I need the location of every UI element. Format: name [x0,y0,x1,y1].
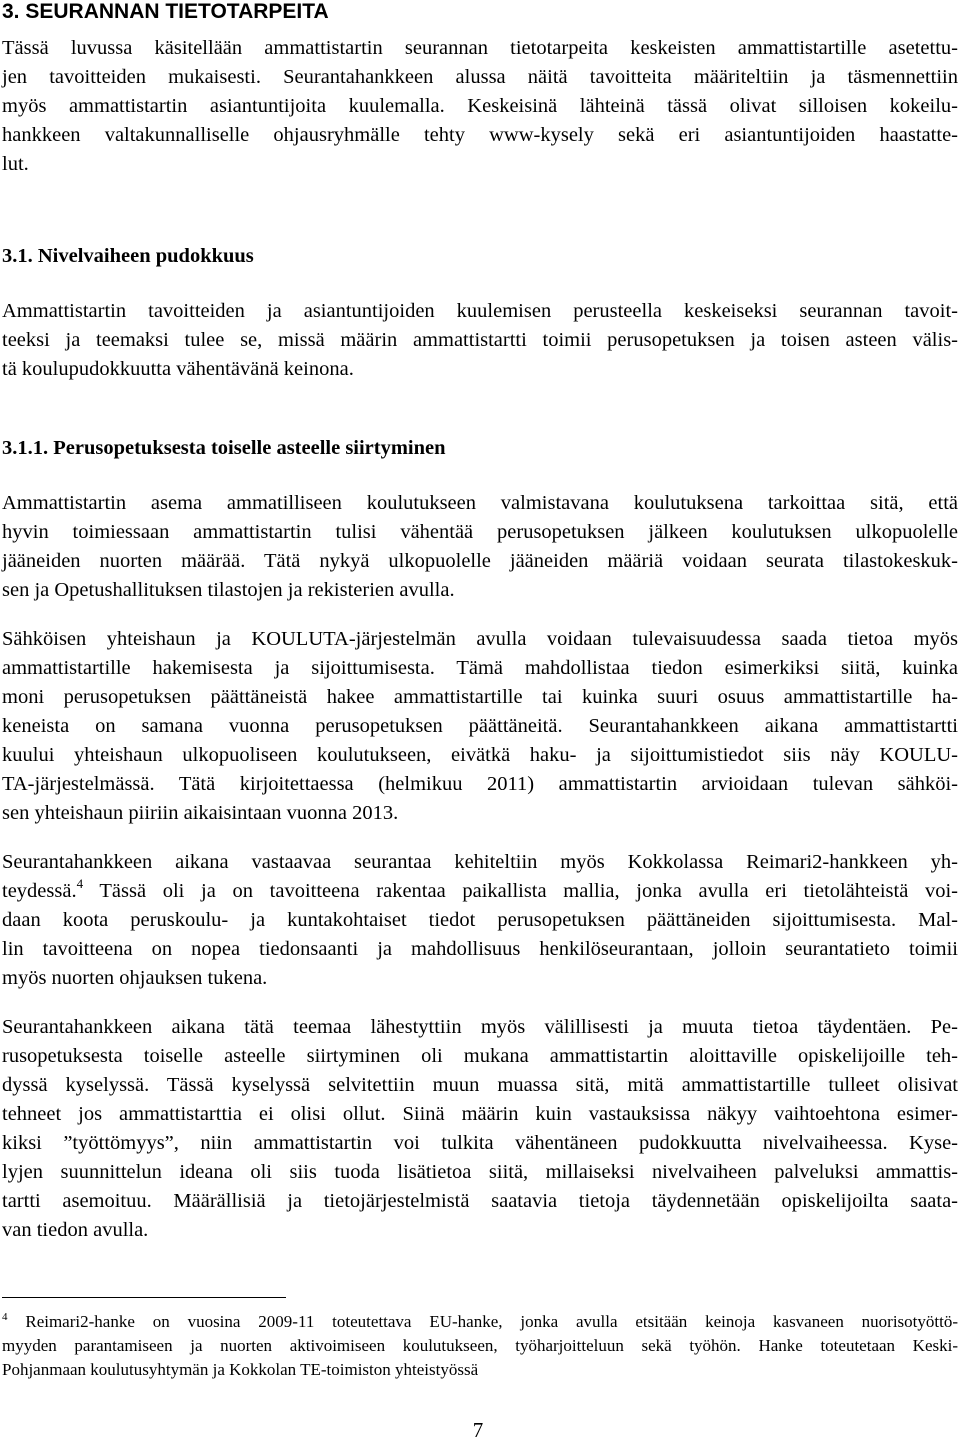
text-line: Seurantahankkeen aikana tätä teemaa lähestyttiin myös välillisesti ja muuta tietoa täydentäen. Pe- [2,1016,958,1038]
footnote-number: 4 [2,1311,8,1323]
section-heading-3-1-1: 3.1.1. Perusopetuksesta toiselle asteelle siirtyminen [2,437,446,459]
text-line: jen tavoitteiden mukaisesti. Seurantahankkeen alussa näitä tavoitteita määriteltiin ja täsmennettiin [2,66,958,88]
page-number: 7 [472,1418,484,1442]
text-line: sen yhteishaun piiriin aikaisintaan vuonna 2013. [2,802,399,824]
text-line: moni perusopetuksen päättäneistä hakee ammattistartille tai kuinka suuri osuus ammattistartille ha- [2,686,958,708]
text-line: Sähköisen yhteishaun ja KOULUTA-järjestelmän avulla voidaan tulevaisuudessa saada tietoa myös [2,628,958,650]
chapter-heading: 3. SEURANNAN TIETOTARPEITA [2,0,329,23]
text-line: TA-järjestelmässä. Tätä kirjoitettaessa (helmikuu 2011) ammattistartin arvioidaan tulevan sähköi- [2,773,958,795]
text-line: rusopetuksesta toiselle asteelle siirtyminen oli mukana ammattistartin aloittaville opiskelijoille teh- [2,1045,958,1067]
footnote-line: Pohjanmaan koulutusyhtymän ja Kokkolan TE-toimiston yhteistyössä [2,1360,479,1379]
text-line: lut. [2,153,29,175]
text-line: daan koota peruskoulu- ja kuntakohtaiset tiedot perusopetuksen päättäneiden sijoittumisesta. Mal- [2,909,958,931]
text-line: lin tavoitteena on nopea tiedonsaanti ja mahdollisuus henkilöseurantaan, jolloin seurantatieto toimii [2,938,958,960]
text-line: tartti asemoituu. Määrällisiä ja tietojärjestelmistä saatavia tietoja täydennetään opiskelijoilta saata- [2,1190,958,1212]
text-line: kiksi ”työttömyys”, niin ammattistartin voi tulkita vähentäneen pudokkuutta nivelvaiheessa. Kyse- [2,1132,958,1154]
footnote-reference[interactable]: 4 [76,876,84,891]
text-line: Ammattistartin asema ammatilliseen koulutukseen valmistavana koulutuksena tarkoittaa sitä, että [2,492,958,514]
text-line: kuului yhteishaun ulkopuoliseen koulutukseen, eivätkä haku- ja sijoittumistiedot siis näy KOULU- [2,744,958,766]
text-line: tehneet jos ammattistarttia ei olisi ollut. Siinä määrin kuin vastauksissa näkyy vaihtoehtona esimer- [2,1103,958,1125]
text-segment: teydessä. [2,880,77,902]
text-line: van tiedon avulla. [2,1219,149,1241]
text-line: Ammattistartin tavoitteiden ja asiantuntijoiden kuulemisen perusteella keskeiseksi seurannan tavoit- [2,300,958,322]
text-line: keneista on samana vuonna perusopetuksen päättäneitä. Seurantahankkeen aikana ammattistartti [2,715,958,737]
text-line-with-footnote-ref [2,876,958,906]
text-segment: Reimari2-hanke on vuosina 2009-11 toteutettava EU-hanke, jonka avulla etsitään keinoja kasvaneen nuorisotyöttö- [7,1312,958,1331]
text-line: jääneiden nuorten määrää. Tätä nykyä ulkopuolelle jääneiden määriä voidaan seurata tilastokeskuk- [2,550,958,572]
text-line: ammattistartille hakemisesta ja sijoittumisesta. Tämä mahdollistaa tiedon esimerkiksi siitä, kuinka [2,657,958,679]
text-line: tä koulupudokkuutta vähentävänä keinona. [2,358,354,380]
footnote-divider [2,1297,286,1298]
text-line: myös nuorten ohjauksen tukena. [2,967,268,989]
section-heading-3-1: 3.1. Nivelvaiheen pudokkuus [2,245,254,267]
text-line: hankkeen valtakunnalliselle ohjausryhmälle tehty www-kysely sekä eri asiantuntijoiden haastatte- [2,124,958,146]
text-line: lyjen suunnittelun ideana oli siis tuoda lisätietoa siitä, millaiseksi nivelvaiheen palveluksi ammattis- [2,1161,958,1183]
text-line: teeksi ja teemaksi tulee se, missä määrin ammattistartti toimii perusopetuksen ja toisen asteen välis- [2,329,958,351]
footnote-line: myyden parantamiseen ja nuorten aktivoimiseen koulutukseen, työharjoitteluun sekä työhön. Hanke toteutetaan Keski- [2,1336,958,1355]
footnote-line [2,1310,958,1334]
text-line: Tässä luvussa käsitellään ammattistartin seurannan tietotarpeita keskeisten ammattistartille asetettu- [2,37,958,59]
text-line: hyvin toimiessaan ammattistartin tulisi vähentää perusopetuksen jälkeen koulutuksen ulkopuolelle [2,521,958,543]
text-line: dyssä kyselyssä. Tässä kyselyssä selvitettiin muun muassa sitä, mitä ammattistartille tulleet olisivat [2,1074,958,1096]
text-segment: Tässä oli ja on tavoitteena rakentaa paikallista mallia, jonka avulla eri tietolähteistä voi- [83,880,958,902]
text-line: sen ja Opetushallituksen tilastojen ja rekisterien avulla. [2,579,455,601]
text-line: Seurantahankkeen aikana vastaavaa seurantaa kehiteltiin myös Kokkolassa Reimari2-hankkeen yh- [2,851,958,873]
text-line: myös ammattistartin asiantuntijoita kuulemalla. Keskeisinä lähteinä tässä olivat silloisen kokeilu- [2,95,958,117]
